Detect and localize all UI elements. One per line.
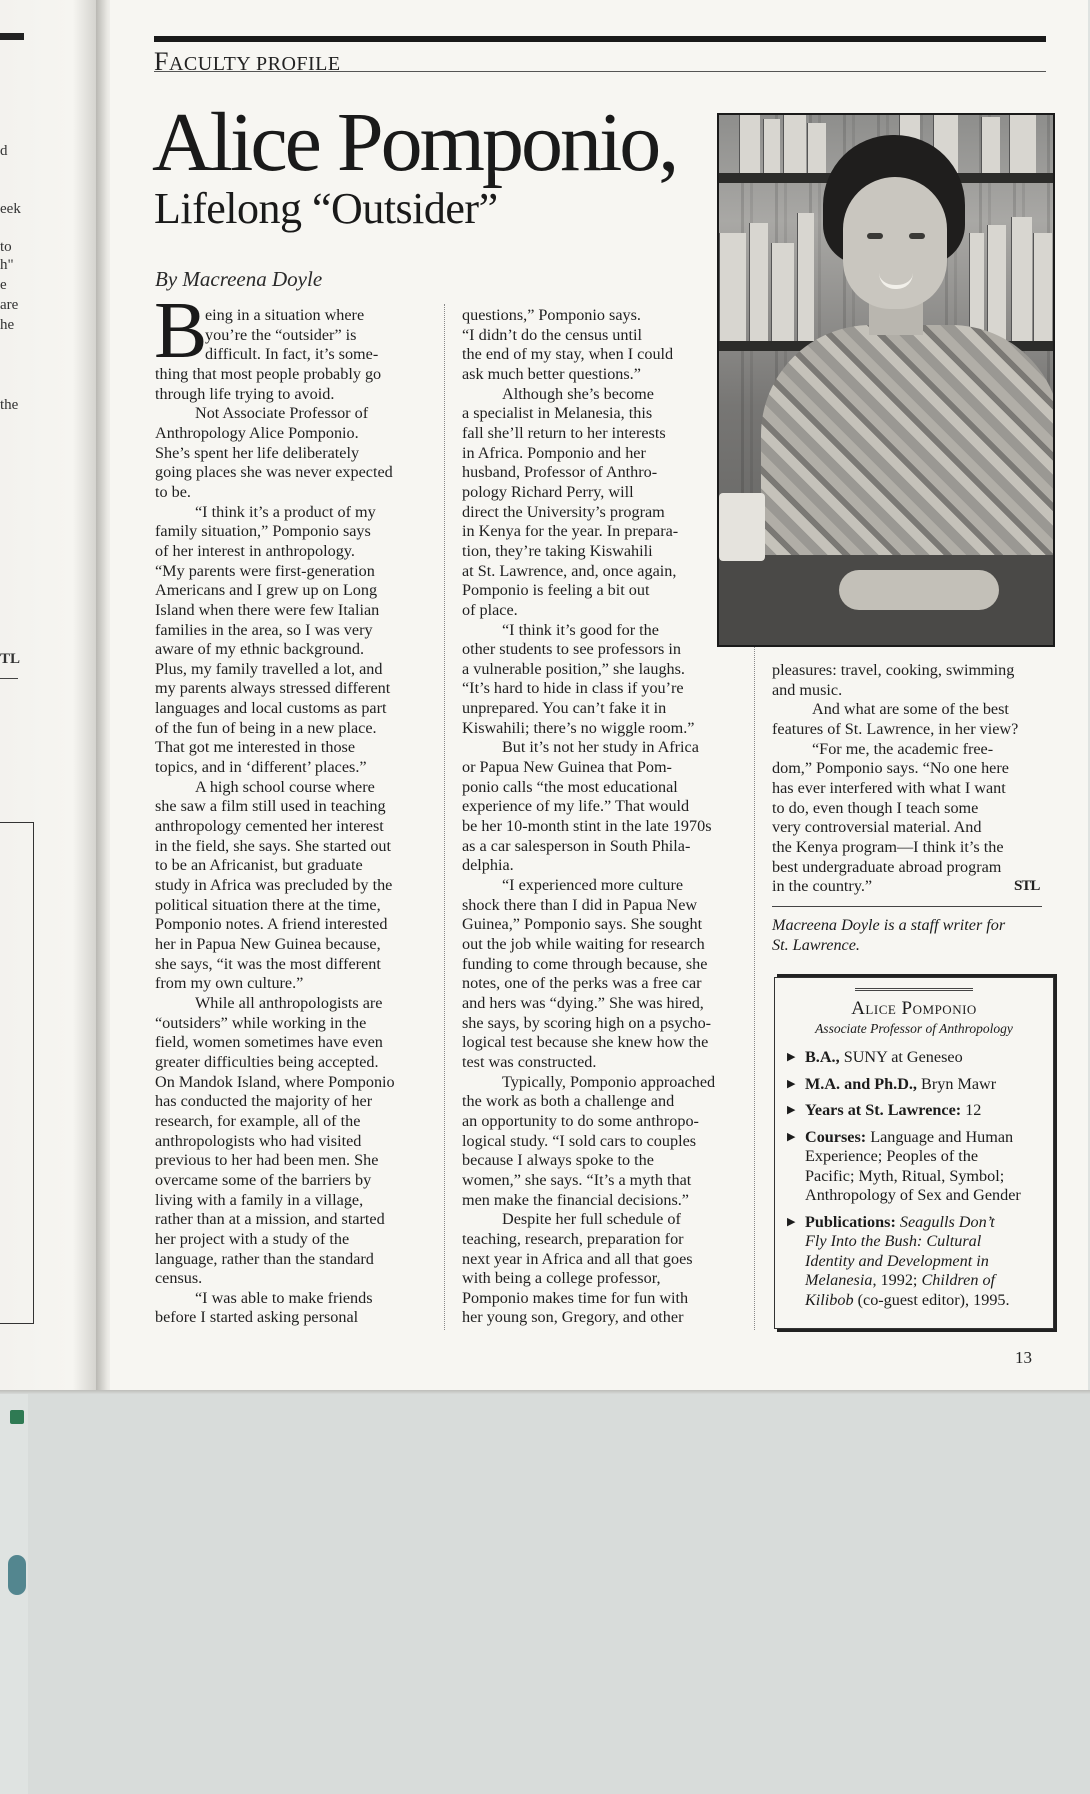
article-line: aware of my ethnic background. [155, 640, 365, 659]
article-line: Despite her full schedule of [502, 1210, 681, 1229]
facing-page-fragment: eek [0, 201, 21, 217]
article-line: field, women sometimes have even [155, 1033, 383, 1052]
article-line: families in the area, so I was very [155, 620, 373, 639]
profile-info-box [774, 977, 1054, 1329]
article-line: to be. [155, 482, 191, 501]
article-line: “I experienced more culture [502, 876, 684, 895]
article-line: or Papua New Guinea that Pom- [462, 758, 672, 777]
facing-page-fragment: he [0, 317, 15, 333]
article-line: A high school course where [195, 777, 375, 796]
article-line: questions,” Pomponio says. [462, 306, 641, 324]
article-line: delphia. [462, 856, 514, 875]
article-line: anthropologists who had visited [155, 1131, 362, 1150]
article-line: to do, even though I teach some [772, 798, 979, 817]
article-line: going places she was never expected [155, 463, 393, 482]
article-line: overcame some of the barriers by [155, 1170, 372, 1189]
facing-page-box [0, 822, 34, 1324]
article-line: “I think it’s good for the [502, 620, 659, 639]
article-headline: Alice Pomponio, [152, 96, 677, 189]
article-line: family situation,” Pomponio says [155, 522, 371, 541]
column-divider [754, 644, 755, 1330]
article-line: of the fun of being in a new place. [155, 718, 377, 737]
article-line: shock there than I did in Papua New [462, 895, 698, 914]
article-line: “I didn’t do the census until [462, 325, 642, 344]
facing-page-fragment: are [0, 297, 19, 313]
article-line: “outsiders” while working in the [155, 1013, 367, 1032]
article-line: logical study. “I sold cars to couples [462, 1131, 697, 1150]
section-rule [154, 71, 1046, 72]
writer-note-line: Macreena Doyle is a staff writer for [772, 916, 1006, 934]
article-line: her project with a study of the [155, 1229, 350, 1248]
article-line: as a car salesperson in South Phila- [462, 836, 691, 855]
article-line: Plus, my family travelled a lot, and [155, 659, 383, 678]
article-line: On Mandok Island, where Pomponio [155, 1072, 395, 1091]
article-line: Anthropology Alice Pomponio. [155, 423, 359, 442]
article-line: has conducted the majority of her [155, 1092, 373, 1111]
scanner-marker [10, 1410, 24, 1424]
article-line: before I started asking personal [155, 1308, 359, 1327]
bullet-triangle-icon: ▶ [787, 1215, 796, 1228]
article-line: rather than at a mission, and started [155, 1210, 385, 1229]
article-line: ponio calls “the most educational [462, 777, 678, 796]
top-rule-bar [154, 36, 1046, 42]
article-line: and hers was “dying.” She was hired, [462, 993, 704, 1012]
article-line: her young son, Gregory, and other [462, 1308, 684, 1327]
portrait-face [843, 177, 947, 309]
article-line: “My parents were first-generation [155, 561, 375, 580]
article-line: Pomponio notes. A friend interested [155, 915, 388, 934]
section-label-rest: ACULTY PROFILE [168, 53, 341, 75]
article-line: She’s spent her life deliberately [155, 443, 360, 462]
article-line: anthropology cemented her interest [155, 817, 384, 836]
article-line: unprepared. You can’t fake it in [462, 699, 667, 718]
article-line: Although she’s become [502, 384, 654, 403]
article-line: That got me interested in those [155, 738, 356, 757]
article-line: she says, by scoring high on a psycho- [462, 1013, 712, 1032]
article-line: other students to see professors in [462, 640, 681, 659]
folded-hands [839, 570, 999, 610]
article-line: research, for example, all of the [155, 1111, 361, 1130]
article-line: Pomponio is feeling a bit out [462, 581, 650, 600]
article-line: a vulnerable position,” she laughs. [462, 659, 685, 678]
article-line: experience of my life.” That would [462, 797, 690, 816]
article-line: next year in Africa and all that goes [462, 1249, 693, 1268]
article-line: Kiswahili; there’s no wiggle room.” [462, 718, 695, 737]
article-line: thing that most people probably go [155, 364, 382, 383]
section-label [154, 47, 341, 77]
article-line: notes, one of the perks was a free car [462, 974, 702, 993]
section-label-initial: F [154, 47, 169, 76]
article-subhead: Lifelong “Outsider” [154, 184, 498, 233]
article-line: While all anthropologists are [195, 993, 383, 1012]
article-line: teaching, research, preparation for [462, 1229, 684, 1248]
article-line: her in Papua New Guinea because, [155, 935, 381, 953]
article-line: very controversial material. And [772, 818, 982, 837]
article-column-1 [155, 306, 425, 1328]
article-line: previous to her had been men. She [155, 1151, 379, 1170]
article-line: greater difficulties being accepted. [155, 1052, 379, 1071]
article-line: Not Associate Professor of [195, 404, 369, 423]
article-line: And what are some of the best [812, 700, 1009, 719]
article-line: husband, Professor of Anthro- [462, 463, 658, 482]
facing-page-edge [0, 0, 104, 1390]
article-line: Typically, Pomponio approached [502, 1072, 716, 1091]
facing-page-fragment: the [0, 397, 19, 413]
article-line: a specialist in Melanesia, this [462, 404, 653, 423]
article-line: dom,” Pomponio says. “No one here [772, 759, 1009, 778]
article-line: women,” she says. “It’s a myth that [462, 1170, 692, 1189]
facing-page-fragment: h" [0, 257, 14, 273]
article-line: my parents always stressed different [155, 679, 391, 698]
facing-page-rule-bar [0, 33, 24, 40]
article-line: with being a college professor, [462, 1269, 661, 1288]
article-line: “I think it’s a product of my [195, 502, 376, 521]
info-item-ba: ▶ B.A., SUNY at Geneseo [787, 1048, 963, 1066]
article-line: in the country.” [772, 877, 873, 896]
article-line: eing in a situation where [205, 306, 365, 324]
article-line: of place. [462, 600, 518, 619]
writer-note [772, 916, 1047, 955]
info-box-list [783, 1048, 1047, 1317]
byline: By Macreena Doyle [155, 267, 323, 291]
article-line: of her interest in anthropology. [155, 541, 355, 560]
article-line: languages and local customs as part [155, 699, 387, 718]
coffee-mug [719, 493, 765, 561]
bullet-triangle-icon: ▶ [787, 1077, 796, 1090]
article-line: best undergraduate abroad program [772, 857, 1002, 876]
facing-page-fragment: e [0, 277, 7, 293]
facing-page-rule [0, 678, 18, 679]
article-line: be her 10-month stint in the late 1970s [462, 817, 712, 836]
article-line: in Kenya for the year. In prepara- [462, 522, 679, 541]
info-item-years: ▶ Years at St. Lawrence: 12 [787, 1101, 982, 1119]
page-number: 13 [1015, 1348, 1032, 1367]
article-line: “It’s hard to hide in class if you’re [462, 679, 684, 698]
article-line: the end of my stay, when I could [462, 345, 674, 364]
end-mark-logo: STL [1014, 878, 1040, 894]
article-line: difficult. In fact, it’s some- [205, 345, 379, 364]
article-line: through life trying to avoid. [155, 384, 335, 403]
article-line: ask much better questions.” [462, 364, 641, 383]
article-line: from my own culture.” [155, 974, 304, 993]
article-line: But it’s not her study in Africa [502, 738, 699, 757]
portrait-eye [867, 233, 883, 239]
article-line: to be an Africanist, but graduate [155, 856, 363, 875]
drop-cap: B [154, 287, 208, 375]
article-line: pleasures: travel, cooking, swimming [772, 661, 1015, 679]
info-box-rule [855, 988, 973, 991]
facing-page-fragment: TL [0, 651, 21, 667]
article-line: has ever interfered with what I want [772, 778, 1006, 797]
info-item-courses: ▶ Courses: Language and Human Experience; Peoples of the Pacific; Myth, Ritual, Symbol; Anthropology of Sex and Gender [787, 1127, 1021, 1204]
article-line: and music. [772, 680, 843, 699]
article-line: out the job while waiting for research [462, 935, 705, 953]
article-line: because I always spoke to the [462, 1151, 654, 1170]
article-column-2 [462, 306, 757, 1328]
bullet-triangle-icon: ▶ [787, 1104, 796, 1116]
article-line: at St. Lawrence, and, once again, [462, 561, 677, 580]
magazine-page [110, 0, 1088, 1393]
portrait-eye [909, 233, 925, 239]
article-line: pology Richard Perry, will [462, 482, 634, 501]
article-line: study in Africa was precluded by the [155, 876, 393, 895]
article-line: an opportunity to do some anthropo- [462, 1111, 699, 1130]
article-line: language, rather than the standard [155, 1249, 374, 1268]
info-box-title: Associate Professor of Anthropology [815, 1021, 1013, 1036]
article-line: she says, “it was the most different [155, 954, 381, 973]
bullet-triangle-icon: ▶ [787, 1051, 796, 1063]
portrait-photo [717, 113, 1055, 647]
scanner-bed [28, 1394, 1090, 1794]
article-line: Guinea,” Pomponio says. She sought [462, 915, 703, 934]
article-line: she saw a film still used in teaching [155, 797, 386, 816]
article-line: funding to come through because, she [462, 954, 708, 973]
article-line: census. [155, 1269, 203, 1288]
article-line: Americans and I grew up on Long [155, 581, 378, 600]
info-box-name: Alice Pomponio [851, 998, 977, 1019]
article-line: “For me, the academic free- [812, 739, 994, 758]
article-line: fall she’ll return to her interests [462, 423, 666, 442]
article-line: direct the University’s program [462, 502, 665, 521]
bullet-triangle-icon: ▶ [787, 1130, 796, 1143]
article-line: features of St. Lawrence, in her view? [772, 719, 1019, 738]
article-line: topics, and in ‘different’ places.” [155, 758, 367, 777]
scanner-marker [8, 1555, 26, 1595]
article-line: living with a family in a village, [155, 1190, 364, 1209]
article-column-3 [772, 661, 1052, 897]
info-item-ma-phd: ▶ M.A. and Ph.D., Bryn Mawr [787, 1074, 997, 1093]
article-line: you’re the “outsider” is [205, 325, 357, 344]
article-line: men make the financial decisions.” [462, 1190, 689, 1209]
facing-page-fragment: d [0, 143, 8, 159]
article-line: in Africa. Pomponio and her [462, 443, 646, 462]
article-line: Island when there were few Italian [155, 600, 380, 619]
article-line: Pomponio makes time for fun with [462, 1288, 689, 1307]
article-line: logical test because she knew how the [462, 1033, 709, 1052]
article-line: political situation there at the time, [155, 895, 381, 914]
article-line: tion, they’re taking Kiswahili [462, 541, 653, 560]
article-line: “I was able to make friends [195, 1288, 373, 1307]
writer-note-rule [772, 906, 1042, 907]
facing-page-fragment: to [0, 239, 12, 255]
article-line: test was constructed. [462, 1052, 597, 1071]
writer-note-line: St. Lawrence. [772, 935, 860, 954]
article-line: the work as both a challenge and [462, 1092, 675, 1111]
article-line: the Kenya program—I think it’s the [772, 837, 1004, 856]
article-line: in the field, she says. She started out [155, 836, 392, 855]
column-divider [444, 304, 445, 1330]
info-item-publications: ▶ Publications: Seagulls Don’t Fly Into the Bush: Cultural Identity and Development in Melanesia, 1992; Children of Kilibob (co-guest editor), 1995. [787, 1212, 1010, 1309]
